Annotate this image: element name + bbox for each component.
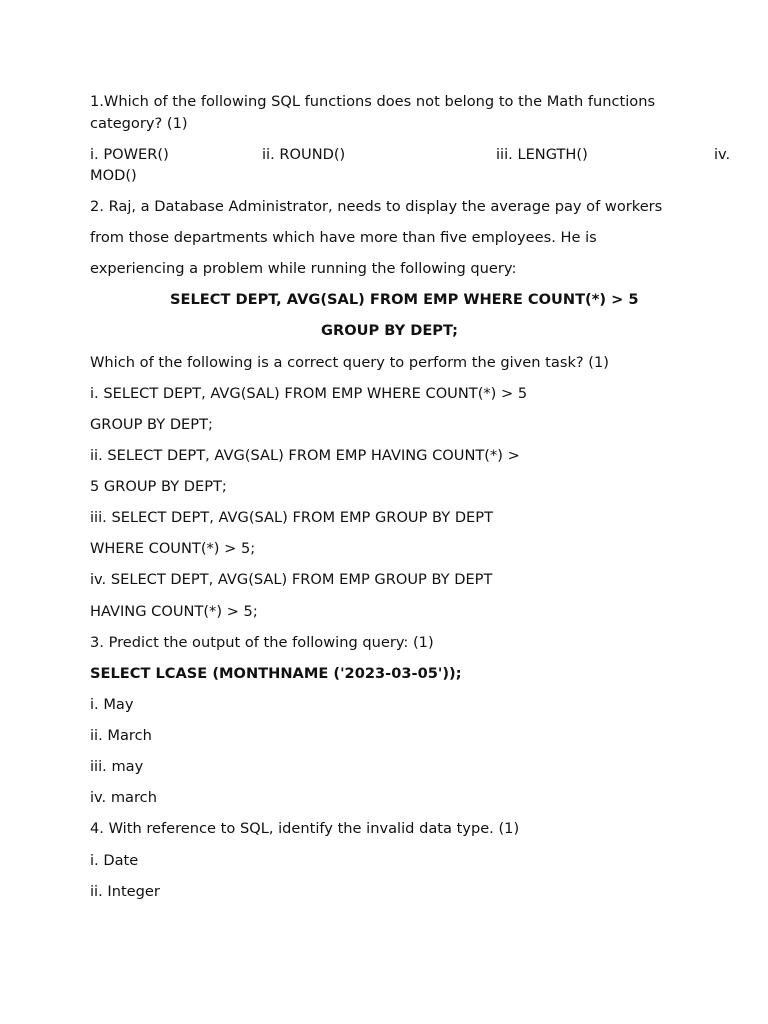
q4-prompt: 4. With reference to SQL, identify the invalid data type. (1) bbox=[90, 820, 520, 837]
q4-option-2: ii. Integer bbox=[90, 883, 160, 900]
q1-option-3: iii. LENGTH() bbox=[496, 146, 588, 163]
q2-query-line2: GROUP BY DEPT; bbox=[321, 322, 458, 339]
q2-option-4-line2: HAVING COUNT(*) > 5; bbox=[90, 603, 258, 620]
q2-option-2-line2: 5 GROUP BY DEPT; bbox=[90, 478, 227, 495]
q1-text-line2: category? (1) bbox=[90, 115, 188, 132]
q1-option-4-cont: MOD() bbox=[90, 167, 137, 184]
q2-option-1-line1: i. SELECT DEPT, AVG(SAL) FROM EMP WHERE COUNT(*) > 5 bbox=[90, 385, 528, 402]
q2-prompt: Which of the following is a correct query to perform the given task? (1) bbox=[90, 354, 609, 371]
q1-option-4-label: iv. bbox=[714, 146, 731, 163]
q2-text-line3: experiencing a problem while running the following query: bbox=[90, 260, 517, 277]
q3-prompt: 3. Predict the output of the following query: (1) bbox=[90, 634, 434, 651]
q2-option-3-line1: iii. SELECT DEPT, AVG(SAL) FROM EMP GROUP BY DEPT bbox=[90, 509, 493, 526]
q4-option-1: i. Date bbox=[90, 852, 139, 869]
q2-option-4-line1: iv. SELECT DEPT, AVG(SAL) FROM EMP GROUP BY DEPT bbox=[90, 571, 493, 588]
q3-query: SELECT LCASE (MONTHNAME ('2023-03-05')); bbox=[90, 665, 462, 682]
q2-query-line1: SELECT DEPT, AVG(SAL) FROM EMP WHERE COUNT(*) > 5 bbox=[170, 291, 639, 308]
q1-option-1: i. POWER() bbox=[90, 146, 169, 163]
q3-option-2: ii. March bbox=[90, 727, 152, 744]
q1-option-2: ii. ROUND() bbox=[262, 146, 346, 163]
q2-option-2-line1: ii. SELECT DEPT, AVG(SAL) FROM EMP HAVING COUNT(*) > bbox=[90, 447, 520, 464]
q1-text-line1: 1.Which of the following SQL functions does not belong to the Math functions bbox=[90, 93, 656, 110]
q2-option-3-line2: WHERE COUNT(*) > 5; bbox=[90, 540, 256, 557]
q3-option-4: iv. march bbox=[90, 789, 157, 806]
q3-option-3: iii. may bbox=[90, 758, 144, 775]
q2-text-line2: from those departments which have more than five employees. He is bbox=[90, 229, 597, 246]
q2-text-line1: 2. Raj, a Database Administrator, needs to display the average pay of workers bbox=[90, 198, 663, 215]
q2-option-1-line2: GROUP BY DEPT; bbox=[90, 416, 213, 433]
q3-option-1: i. May bbox=[90, 696, 134, 713]
